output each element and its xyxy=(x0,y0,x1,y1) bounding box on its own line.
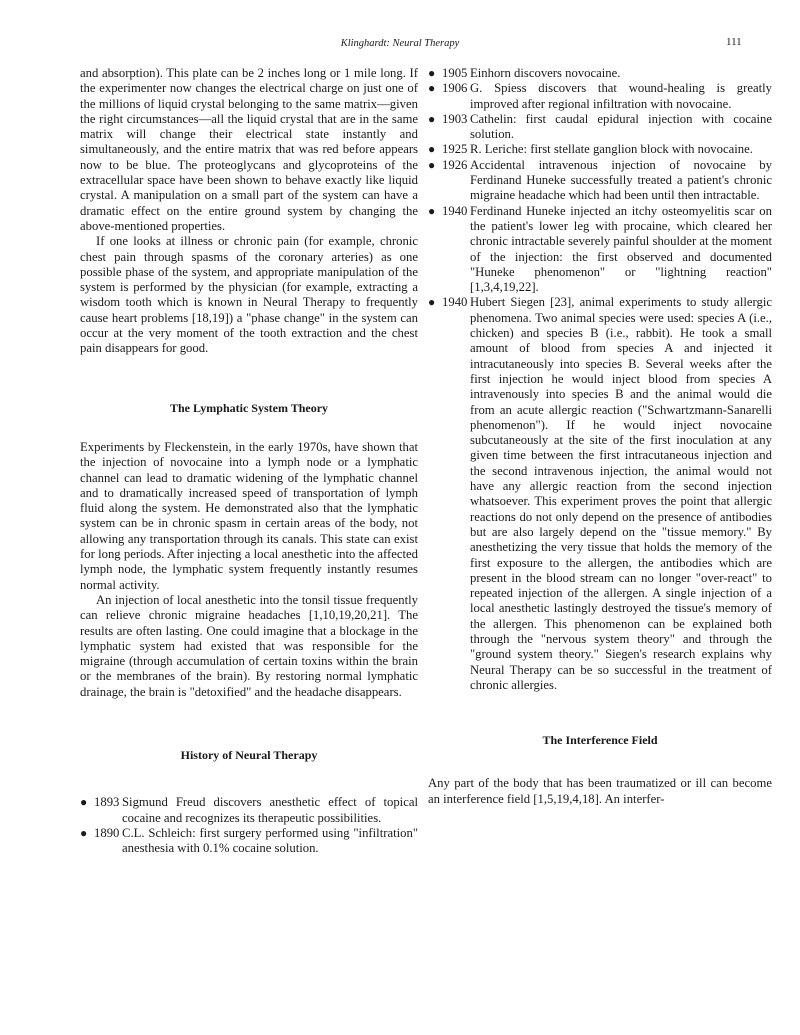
history-item xyxy=(428,295,772,693)
paragraph-interference-field: Any part of the body that has been traumatized or ill can become an interference field [1,5,19,4,18]. An interfer- xyxy=(428,776,772,806)
history-text: Ferdinand Huneke injected an itchy osteomyelitis scar on the patient's lower leg with procaine, which cleared her chronic intractable severely painful shoulder at the moment of the injection: the first observed and documented "Huneke phenomenon" or "lightning reaction" [1,3,4,19,22]. xyxy=(470,203,772,295)
bullet-icon: ● xyxy=(80,825,88,840)
heading-lymphatic-system-theory: The Lymphatic System Theory xyxy=(169,400,329,415)
right-column xyxy=(428,66,772,807)
bullet-icon: ● xyxy=(80,795,88,810)
history-text: R. Leriche: first stellate ganglion block with novocaine. xyxy=(470,142,753,157)
bullet-icon: ● xyxy=(428,66,436,80)
paragraph-phase-change: If one looks at illness or chronic pain (for example, chronic chest pain through spasms of the coronary arteries) as one possible phase of the system, and appropriate manipulation of the system is performed by the physician (for example, extracting a wisdom tooth which is known in Neural Therapy to frequently cause heart problems [18,19]) a "phase change" in the system can occur at the very moment of the tooth extraction and the chest pain disappears for good. xyxy=(80,234,418,356)
history-text: Accidental intravenous injection of novocaine by Ferdinand Huneke successfully treated a patient's chronic migraine headache which had been until then intractable. xyxy=(470,157,772,203)
history-year: 1903 xyxy=(442,111,468,126)
history-list-right xyxy=(428,66,772,693)
history-year: 1906 xyxy=(442,81,468,96)
history-year: 1905 xyxy=(442,66,468,80)
history-text: Einhorn discovers novocaine. xyxy=(470,66,621,80)
bullet-icon: ● xyxy=(428,157,436,172)
bullet-icon: ● xyxy=(428,81,436,96)
paragraph-fleckenstein: Experiments by Fleckenstein, in the early 1970s, have shown that the injection of novocaine into a lymph node or a lymphatic channel can lead to dramatic widening of the lymphatic channel and to dramatically increased speed of transportation of lymph fluid along the system. He demonstrated also that the lymphatic system can be in chronic spasm in certain areas of the body, not allowing any transportation through its canals. This state can exist for long periods. After injecting a local anesthetic into the affected lymph node, the lymphatic system frequently instantly resumes normal activity. xyxy=(80,439,418,592)
history-text: Hubert Siegen [23], animal experiments to study allergic phenomena. Two animal species were used: species A (i.e., chicken) and species B (i.e., rabbit). He took a small amount of blood from species A and injected it intracutaneously into species B. Several weeks after the first injection he would inject blood from species A intravenously into species B and the animal would die from an acute allergic reaction ("Schwartzmann-Sanarelli phenomenon"). If he would inject novocaine subcutaneously at the site of the first inoculation at any given time between the first intracutaneous injection and the second intravenous injection, the animal would not have any allergic reaction from the second injection whatsoever. This experiment proves the point that allergic reactions do not only depend on the presence of antibodies but are also largely depend on the "tissue memory." By anesthetizing the very tissue that holds the memory of the first exposure to the allergen, the antibodies which are present in the blood stream can no longer "over-react" to repeated injection of the allergen. A single injection of a local anesthetic lastingly destroyed the tissue's memory of the allergen. This phenomenon can be explained both through the "nervous system theory" and through the "ground system theory." Siegen's research explains why Neural Therapy can be so successful in the treatment of chronic allergies. xyxy=(470,295,772,692)
history-item xyxy=(428,81,772,112)
history-year: 1926 xyxy=(442,157,468,172)
history-list-left xyxy=(80,795,418,856)
history-item xyxy=(80,795,418,826)
history-year: 1925 xyxy=(442,142,468,157)
history-text: Sigmund Freud discovers anesthetic effect of topical cocaine and recognizes its therapeutic possibilities. xyxy=(122,795,418,825)
history-item xyxy=(428,112,772,143)
paragraph-tonsil-injection: An injection of local anesthetic into the tonsil tissue frequently can relieve chronic migraine headaches [1,10,19,20,21]. The results are often lasting. One could imagine that a blockage in the lymphatic system had existed that was responsible for the migraine (through accumulation of certain toxins within the brain or the membranes of the brain). By restoring normal lymphatic drainage, the brain is "detoxified" and the headache disappears. xyxy=(80,592,418,699)
heading-history-of-neural-therapy: History of Neural Therapy xyxy=(180,747,318,762)
running-header-title: Klinghardt: Neural Therapy xyxy=(340,38,460,49)
history-year: 1890 xyxy=(94,825,120,840)
bullet-icon: ● xyxy=(428,295,436,310)
history-item xyxy=(428,142,772,157)
history-item xyxy=(428,204,772,296)
bullet-icon: ● xyxy=(428,142,436,157)
history-item xyxy=(80,826,418,857)
history-text: Cathelin: first caudal epidural injection with cocaine solution. xyxy=(470,111,772,142)
page-number: 111 xyxy=(726,36,742,48)
history-item xyxy=(428,66,772,81)
history-year: 1893 xyxy=(94,795,120,810)
bullet-icon: ● xyxy=(428,111,436,126)
history-year: 1940 xyxy=(442,295,468,310)
bullet-icon: ● xyxy=(428,203,436,218)
heading-interference-field: The Interference Field xyxy=(542,733,658,748)
history-item xyxy=(428,158,772,204)
history-text: C.L. Schleich: first surgery performed using "infiltration" anesthesia with 0.1% cocaine solution. xyxy=(122,825,418,856)
history-year: 1940 xyxy=(442,203,468,218)
history-text: G. Spiess discovers that wound-healing is greatly improved after regional infiltration with novocaine. xyxy=(470,81,772,111)
paragraph-liquid-crystal: and absorption). This plate can be 2 inches long or 1 mile long. If the experimenter now changes the electrical charge on just one of the millions of liquid crystal belonging to the same matrix—given the right circumstances—all the liquid crystal that are in the same matrix will change their electrical state instantly and simultaneously, and the entire matrix that was red before appears now to be blue. The proteoglycans and glycoproteins of the extracellular space have been shown to behave exactly like liquid crystal. A manipulation on a small part of the system can have a dramatic effect on the entire ground system by changing the above-mentioned properties. xyxy=(80,66,418,233)
left-column xyxy=(80,66,418,856)
